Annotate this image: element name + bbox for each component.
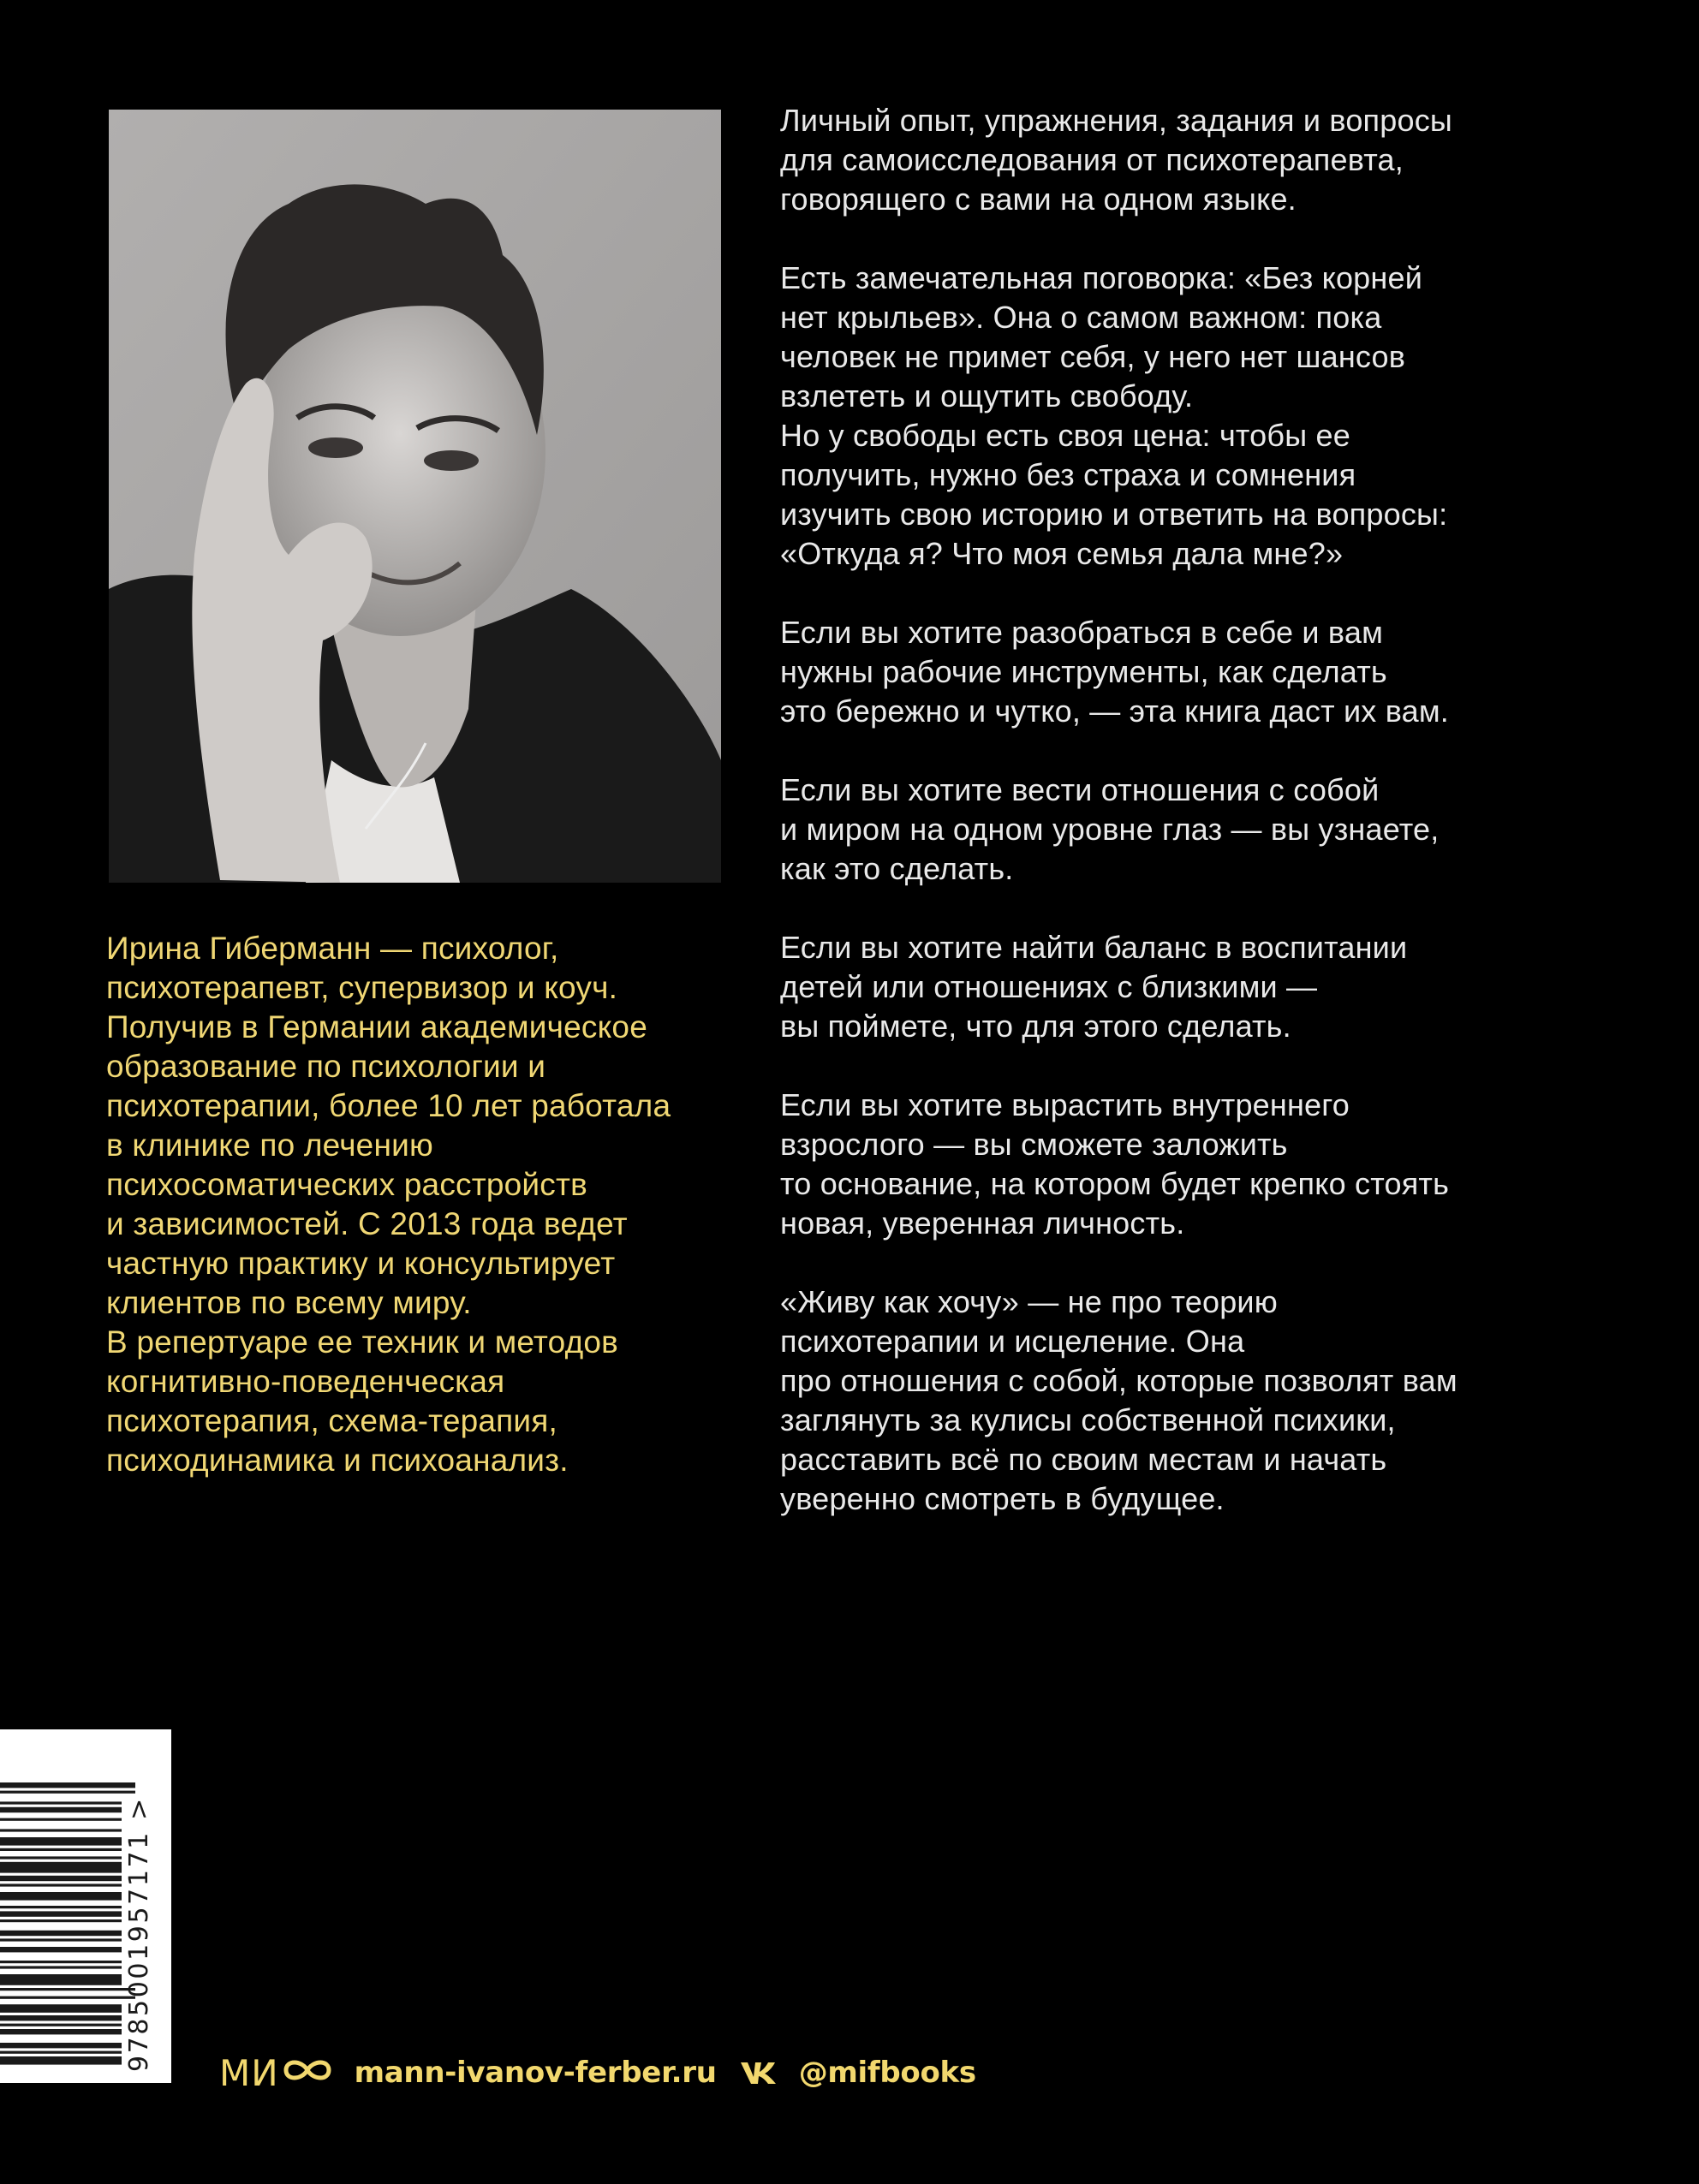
bio-line: клиентов по всему миру. (106, 1285, 472, 1320)
logo-text: МИ (219, 2051, 279, 2094)
description-line: для самоисследования от психотерапевта, (780, 142, 1404, 177)
description-line: Есть замечательная поговорка: «Без корней (780, 260, 1423, 295)
bio-line: образование по психологии и (106, 1049, 546, 1084)
description-paragraph (780, 1086, 1585, 1243)
description-line: заглянуть за кулисы собственной психики, (780, 1402, 1396, 1437)
bio-line: психосоматических расстройств (106, 1167, 587, 1202)
description-paragraph (780, 928, 1585, 1046)
description-line: взрослого — вы сможете заложить (780, 1127, 1288, 1162)
bio-line: Получив в Германии академическое (106, 1009, 647, 1044)
description-line: новая, уверенная личность. (780, 1205, 1185, 1241)
book-description (780, 101, 1585, 1558)
description-line: психотерапии и исцеление. Она (780, 1324, 1245, 1359)
svg-text:9785001957171 >: 9785001957171 > (124, 1796, 154, 2072)
description-line: и миром на одном уровне глаз — вы узнаете, (780, 812, 1440, 847)
description-line: детей или отношениях с близкими — (780, 969, 1318, 1004)
description-paragraph (780, 1282, 1585, 1519)
description-line: получить, нужно без страха и сомнения (780, 457, 1356, 492)
publisher-logo (219, 2052, 334, 2094)
description-line: Но у свободы есть своя цена: чтобы ее (780, 418, 1350, 453)
bio-line: психотерапии, более 10 лет работала (106, 1088, 671, 1123)
description-line: Если вы хотите вести отношения с собой (780, 772, 1380, 807)
bio-line: психотерапия, схема-терапия, (106, 1403, 557, 1438)
description-line: нет крыльев». Она о самом важном: пока (780, 300, 1382, 335)
portrait-image (109, 110, 721, 883)
description-line: «Откуда я? Что моя семья дала мне?» (780, 536, 1344, 571)
website-link[interactable]: mann-ivanov-ferber.ru (354, 2056, 717, 2090)
description-line: Если вы хотите разобраться в себе и вам (780, 615, 1384, 650)
description-line: это бережно и чутко, — эта книга даст их вам. (780, 693, 1449, 729)
vk-icon[interactable] (739, 2060, 777, 2086)
publisher-footer (219, 2049, 976, 2097)
description-paragraph (780, 613, 1585, 731)
bio-line: в клинике по лечению (106, 1128, 433, 1163)
bio-line: частную практику и консультирует (106, 1246, 616, 1281)
description-line: как это сделать. (780, 851, 1014, 886)
description-line: человек не примет себя, у него нет шансов (780, 339, 1406, 374)
description-line: Личный опыт, упражнения, задания и вопросы (780, 103, 1452, 138)
infinity-icon (281, 2052, 334, 2094)
description-paragraph (780, 771, 1585, 889)
description-paragraph (780, 101, 1585, 219)
description-line: расставить всё по своим местам и начать (780, 1442, 1387, 1477)
description-line: изучить свою историю и ответить на вопросы: (780, 497, 1448, 532)
description-line: «Живу как хочу» — не про теорию (780, 1284, 1278, 1319)
description-line: то основание, на котором будет крепко стоять (780, 1166, 1450, 1201)
bio-line: Ирина Гиберманн — психолог, (106, 931, 559, 966)
description-line: вы поймете, что для этого сделать. (780, 1009, 1291, 1044)
description-line: говорящего с вами на одном языке. (780, 182, 1297, 217)
description-line: нужны рабочие инструменты, как сделать (780, 654, 1387, 689)
barcode-icon (0, 1729, 171, 2083)
description-paragraph (780, 259, 1585, 574)
bio-line: и зависимостей. С 2013 года ведет (106, 1206, 628, 1241)
bio-line: психодинамика и психоанализ. (106, 1443, 569, 1478)
bio-line: В репертуаре ее техник и методов (106, 1324, 619, 1360)
description-line: уверенно смотреть в будущее. (780, 1481, 1225, 1516)
bio-line: психотерапевт, супервизор и коуч. (106, 970, 618, 1005)
author-photo (109, 110, 721, 883)
description-line: Если вы хотите найти баланс в воспитании (780, 930, 1408, 965)
description-line: про отношения с собой, которые позволят вам (780, 1363, 1458, 1398)
social-handle[interactable]: @mifbooks (798, 2056, 976, 2090)
description-line: Если вы хотите вырастить внутреннего (780, 1087, 1350, 1122)
bio-line: когнитивно-поведенческая (106, 1364, 505, 1399)
author-bio (106, 929, 757, 1480)
description-line: взлететь и ощутить свободу. (780, 378, 1194, 414)
isbn-barcode (0, 1729, 171, 2083)
